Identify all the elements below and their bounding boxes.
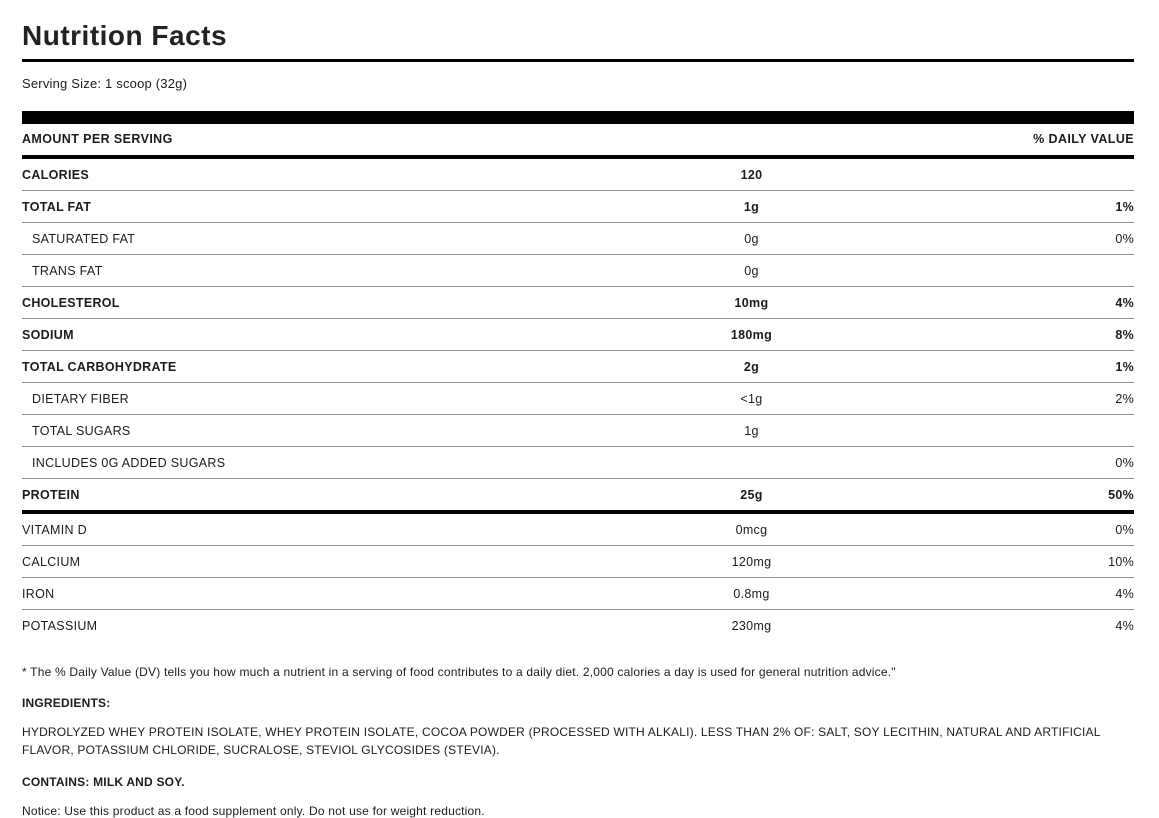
table-row <box>22 351 1134 383</box>
nutrition-rows <box>22 159 1134 641</box>
serving-size: Serving Size: 1 scoop (32g) <box>22 76 188 91</box>
table-row <box>22 159 1134 191</box>
header-amount-per-serving: AMOUNT PER SERVING <box>22 132 173 146</box>
row-amount: 0g <box>744 231 759 246</box>
table-row <box>22 610 1134 641</box>
row-label: TRANS FAT <box>32 263 103 278</box>
table-row <box>22 447 1134 479</box>
row-daily-value: 0% <box>1115 522 1134 537</box>
row-amount: 0.8mg <box>733 586 770 601</box>
divider-thick-bar <box>22 111 1134 124</box>
row-daily-value: 0% <box>1115 231 1134 246</box>
row-amount: 230mg <box>731 618 772 633</box>
row-amount: 1g <box>743 199 760 214</box>
header-daily-value: % DAILY VALUE <box>1033 132 1134 146</box>
table-row <box>22 514 1134 546</box>
row-label: DIETARY FIBER <box>32 391 129 406</box>
allergen-contains: CONTAINS: MILK AND SOY. <box>22 775 185 789</box>
row-daily-value: 1% <box>1115 199 1134 214</box>
row-label: SODIUM <box>22 327 74 342</box>
page-title: Nutrition Facts <box>22 20 1134 62</box>
row-amount: <1g <box>740 391 763 406</box>
daily-value-footnote: * The % Daily Value (DV) tells you how much a nutrient in a serving of food contributes to a daily diet. 2,000 calories a day is used for general nutrition advice." <box>22 665 896 679</box>
table-row <box>22 415 1134 447</box>
table-row <box>22 546 1134 578</box>
row-daily-value: 1% <box>1115 359 1134 374</box>
row-amount: 2g <box>743 359 760 374</box>
row-label: SATURATED FAT <box>32 231 136 246</box>
row-amount: 0mcg <box>735 522 768 537</box>
row-label: PROTEIN <box>22 487 80 502</box>
row-label: TOTAL SUGARS <box>32 423 131 438</box>
table-row <box>22 191 1134 223</box>
row-label: POTASSIUM <box>22 618 98 633</box>
table-row <box>22 479 1134 514</box>
row-amount: 0g <box>744 263 759 278</box>
row-label: CHOLESTEROL <box>22 295 120 310</box>
row-daily-value: 10% <box>1108 554 1134 569</box>
table-row <box>22 287 1134 319</box>
row-amount: 1g <box>744 423 759 438</box>
row-daily-value: 2% <box>1115 391 1134 406</box>
row-label: TOTAL CARBOHYDRATE <box>22 359 177 374</box>
row-daily-value: 4% <box>1115 618 1134 633</box>
supplement-notice: Notice: Use this product as a food supplement only. Do not use for weight reduction. <box>22 804 485 818</box>
row-amount: 120 <box>740 167 763 182</box>
row-amount: 25g <box>740 487 763 502</box>
ingredients-title: INGREDIENTS: <box>22 696 111 710</box>
row-daily-value: 8% <box>1115 327 1134 342</box>
row-amount: 10mg <box>734 295 769 310</box>
table-row <box>22 383 1134 415</box>
row-label: CALCIUM <box>22 554 81 569</box>
row-daily-value: 4% <box>1115 295 1134 310</box>
ingredients-text: HYDROLYZED WHEY PROTEIN ISOLATE, WHEY PROTEIN ISOLATE, COCOA POWDER (PROCESSED WITH ALKALI). LESS THAN 2% OF: SALT, SOY LECITHIN, NATURAL AND ARTIFICIAL FLAVOR, POTASSIUM CHLORIDE, SUCRALOSE, STEVIOL GLYCOSIDES (STEVIA). <box>22 725 1101 757</box>
row-daily-value: 4% <box>1115 586 1134 601</box>
row-daily-value: 50% <box>1108 487 1134 502</box>
table-row <box>22 578 1134 610</box>
table-row <box>22 223 1134 255</box>
table-row <box>22 319 1134 351</box>
table-row <box>22 255 1134 287</box>
row-label: IRON <box>22 586 55 601</box>
row-amount: 180mg <box>730 327 773 342</box>
row-label: TOTAL FAT <box>22 199 92 214</box>
row-amount: 120mg <box>731 554 772 569</box>
table-header-row <box>22 124 1134 159</box>
row-label: INCLUDES 0G ADDED SUGARS <box>32 455 226 470</box>
row-label: CALORIES <box>22 167 89 182</box>
row-daily-value: 0% <box>1115 455 1134 470</box>
row-label: VITAMIN D <box>22 522 87 537</box>
